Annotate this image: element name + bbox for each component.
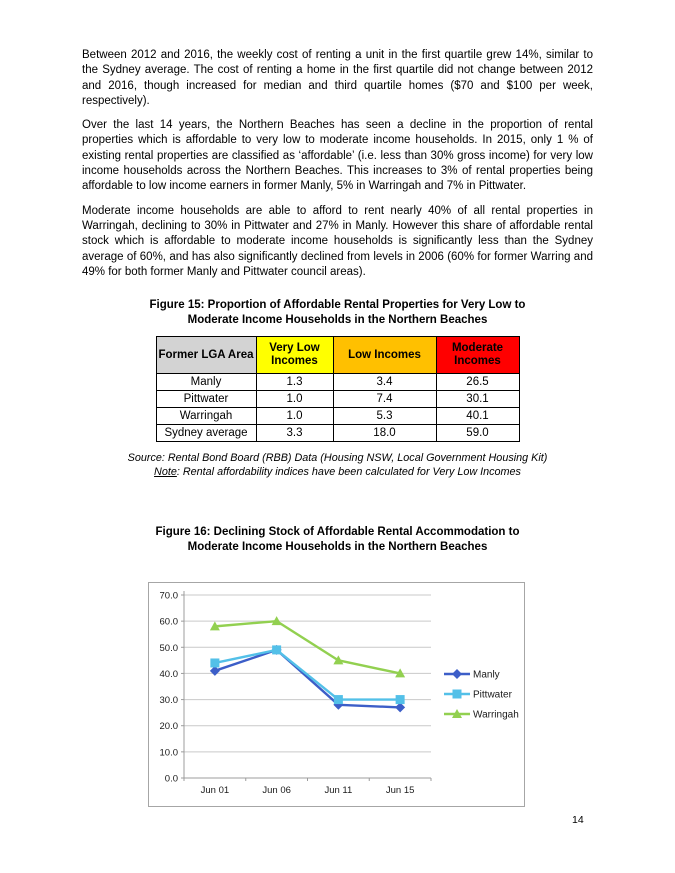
source-line: Source: Rental Bond Board (RBB) Data (Housing NSW, Local Government Housing Kit) bbox=[127, 452, 548, 465]
figure15-title-line2: Moderate Income Households in the Northern Beaches bbox=[187, 314, 488, 327]
paragraph-affordability-decline: Over the last 14 years, the Northern Beaches has seen a decline in the proportion of rental properties which is affordable to very low to moderate income households. In 2015, only 1 % of existing rental properties are classified as ‘affordable’ (i.e. less than 30% gross income) for very low income households across the Northern Beaches. This increases to 3% of rental properties being affordable to low income earners in former Manly, 5% in Warringah and 7% in Pittwater. bbox=[82, 119, 593, 193]
figure16-chart-svg bbox=[149, 583, 524, 806]
cell-lga: Warringah bbox=[156, 408, 256, 425]
header-moderate-incomes: Moderate Incomes bbox=[436, 337, 519, 374]
table-row-warringah bbox=[156, 408, 519, 425]
svg-text:Jun 11: Jun 11 bbox=[324, 785, 353, 797]
svg-text:Warringah: Warringah bbox=[473, 709, 519, 721]
svg-text:Pittwater: Pittwater bbox=[473, 689, 512, 701]
svg-text:0.0: 0.0 bbox=[164, 773, 178, 785]
svg-text:50.0: 50.0 bbox=[159, 642, 178, 654]
page-number: 14 bbox=[572, 814, 584, 826]
cell-very-low: 1.0 bbox=[256, 391, 333, 408]
table-header-row bbox=[156, 337, 519, 374]
table-row-pittwater bbox=[156, 391, 519, 408]
paragraph-moderate-income: Moderate income households are able to afford to rent nearly 40% of all rental properties in Warringah, declining to 30% in Pittwater and 27% in Manly. However this share of affordable rental stock which is affordable to moderate income households is significantly less than the Sydney average of 60%, and has also significantly declined from levels in 2006 (60% for former Warring and 49% for both former Manly and Pittwater council areas). bbox=[82, 204, 593, 278]
cell-low: 7.4 bbox=[333, 391, 436, 408]
cell-moderate: 59.0 bbox=[436, 425, 519, 442]
cell-low: 18.0 bbox=[333, 425, 436, 442]
cell-lga: Sydney average bbox=[156, 425, 256, 442]
figure16-title bbox=[82, 525, 593, 555]
cell-very-low: 1.3 bbox=[256, 374, 333, 391]
figure16-title-line2: Moderate Income Households in the Northern Beaches bbox=[187, 541, 488, 554]
cell-low: 3.4 bbox=[333, 374, 436, 391]
svg-text:Jun 01: Jun 01 bbox=[200, 785, 230, 797]
figure15-title-line1: Figure 15: Proportion of Affordable Rental Properties for Very Low to bbox=[149, 299, 526, 312]
figure16-chart bbox=[148, 582, 525, 807]
svg-text:60.0: 60.0 bbox=[159, 616, 178, 628]
cell-lga: Manly bbox=[156, 374, 256, 391]
figure16-title-line1: Figure 16: Declining Stock of Affordable Rental Accommodation to bbox=[155, 526, 520, 539]
svg-text:20.0: 20.0 bbox=[159, 721, 178, 733]
page-content bbox=[82, 48, 593, 807]
cell-lga: Pittwater bbox=[156, 391, 256, 408]
svg-text:10.0: 10.0 bbox=[159, 747, 178, 759]
figure15-title bbox=[82, 298, 593, 328]
header-very-low-incomes: Very Low Incomes bbox=[256, 337, 333, 374]
svg-text:30.0: 30.0 bbox=[159, 695, 178, 707]
svg-text:Manly: Manly bbox=[473, 669, 500, 681]
svg-text:Jun 15: Jun 15 bbox=[385, 785, 415, 797]
cell-very-low: 3.3 bbox=[256, 425, 333, 442]
figure15-table bbox=[156, 336, 520, 442]
paragraph-rent-growth: Between 2012 and 2016, the weekly cost of renting a unit in the first quartile grew 14%, similar to the Sydney average. The cost of renting a home in the first quartile did not change between 2012 and 2016, though increased for median and third quartile homes ($70 and $100 per week, respectively). bbox=[82, 49, 593, 107]
svg-text:40.0: 40.0 bbox=[159, 669, 178, 681]
cell-moderate: 26.5 bbox=[436, 374, 519, 391]
cell-very-low: 1.0 bbox=[256, 408, 333, 425]
header-former-lga-area: Former LGA Area bbox=[156, 337, 256, 374]
cell-low: 5.3 bbox=[333, 408, 436, 425]
cell-moderate: 40.1 bbox=[436, 408, 519, 425]
note-line bbox=[154, 466, 521, 478]
table-row-sydney-average bbox=[156, 425, 519, 442]
table-row-manly bbox=[156, 374, 519, 391]
header-low-incomes: Low Incomes bbox=[333, 337, 436, 374]
note-text: : Rental affordability indices have been calculated for Very Low Incomes bbox=[176, 466, 521, 479]
svg-text:Jun 06: Jun 06 bbox=[262, 785, 291, 797]
figure15-source-note bbox=[82, 451, 593, 479]
svg-text:70.0: 70.0 bbox=[159, 590, 178, 602]
note-label: Note bbox=[154, 466, 177, 479]
cell-moderate: 30.1 bbox=[436, 391, 519, 408]
